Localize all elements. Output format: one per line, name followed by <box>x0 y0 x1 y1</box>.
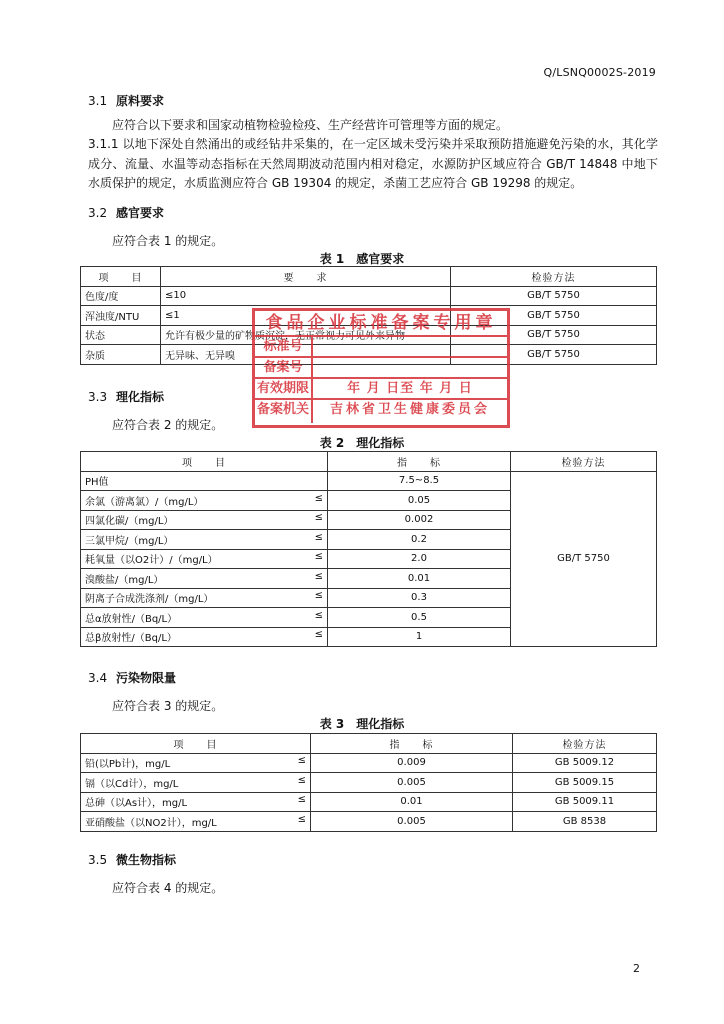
clause-3-1-1: 3.1.1 以地下深处自然涌出的或经钻井采集的，在一定区域未受污染并采取预防措施避免污染的水，其化学成分、流量、水温等动态指标在天然周期波动范围内相对稳定，水源防护区域应符合 GB/T 14848 中地下水质保护的规定，水质监测应符合 GB 19304 的规定，杀菌工艺应符合 GB 19298 的规定。 <box>88 137 658 190</box>
table-1-title: 表 1 感官要求 <box>319 252 405 266</box>
table-row: 三氯甲烷/（mg/L） ≤ 0.2 <box>81 530 657 550</box>
table-row: 四氯化碳/（mg/L） ≤ 0.002 <box>81 510 657 530</box>
section-3-3-heading: 3.3 理化指标 <box>88 390 165 404</box>
table-header: 检验方法 <box>513 734 657 754</box>
section-3-1-heading: 3.1 原料要求 <box>88 94 165 108</box>
table-row: 阴离子合成洗涤剂/（mg/L） ≤ 0.3 <box>81 588 657 608</box>
table-3-contaminants <box>80 733 657 832</box>
table-row: 铅(以Pb计)，mg/L ≤ 0.009 GB 5009.12 <box>81 753 657 773</box>
section-3-2-heading: 3.2 感官要求 <box>88 206 165 220</box>
table-row: 总砷（以As计），mg/L ≤ 0.01 GB 5009.11 <box>81 792 657 812</box>
stamp-row: 备案号 <box>255 358 507 379</box>
table-row: PH值 7.5~8.5 GB/T 5750 <box>81 471 657 491</box>
stamp-title: 食品企业标准备案专用章 <box>255 311 507 337</box>
table-row: 溴酸盐/（mg/L） ≤ 0.01 <box>81 569 657 589</box>
section-3-5-paragraph: 应符合表 4 的规定。 <box>112 881 224 895</box>
section-3-4-paragraph: 应符合表 3 的规定。 <box>112 699 224 713</box>
table-3-title: 表 3 理化指标 <box>319 717 405 731</box>
table-header: 项 目 <box>81 452 328 472</box>
table-row: 镉（以Cd计），mg/L ≤ 0.005 GB 5009.15 <box>81 773 657 793</box>
stamp-row: 有效期限 年 月 日至 年 月 日 <box>255 379 507 400</box>
table-header: 指 标 <box>311 734 513 754</box>
table-2-physicochemical <box>80 451 657 647</box>
table-row: 亚硝酸盐（以NO2计），mg/L ≤ 0.005 GB 8538 <box>81 812 657 832</box>
section-3-4-heading: 3.4 污染物限量 <box>88 671 177 685</box>
table-2-title: 表 2 理化指标 <box>319 436 405 450</box>
stamp-row: 标准号 <box>255 337 507 358</box>
table-row: 色度/度 ≤10 GB/T 5750 <box>81 286 657 306</box>
table-header: 项 目 <box>81 267 161 287</box>
page-number: 2 <box>633 962 640 975</box>
table-row: 浑浊度/NTU ≤1 GB/T 5750 <box>81 306 657 326</box>
document-code: Q/LSNQ0002S-2019 <box>543 66 656 79</box>
stamp-row: 备案机关 吉林省卫生健康委员会 <box>255 400 507 423</box>
table-header: 项 目 <box>81 734 311 754</box>
table-header: 检验方法 <box>511 452 657 472</box>
section-3-3-paragraph: 应符合表 2 的规定。 <box>112 418 224 432</box>
table-row: 杂质 无异味、无异嗅 GB/T 5750 <box>81 345 657 365</box>
table-header: 检验方法 <box>451 267 657 287</box>
table-row: 总α放射性/（Bq/L） ≤ 0.5 <box>81 608 657 628</box>
table-row: 耗氧量（以O2计）/（mg/L） ≤ 2.0 <box>81 549 657 569</box>
table-row: 总β放射性/（Bq/L） ≤ 1 <box>81 627 657 647</box>
section-3-1-paragraph: 应符合以下要求和国家动植物检验检疫、生产经营许可管理等方面的规定。 <box>112 118 509 132</box>
table-header: 指 标 <box>328 452 511 472</box>
table-row: 状态 允许有极少量的矿物质沉淀，无正常视力可见外来异物 GB/T 5750 <box>81 325 657 345</box>
table-row: 余氯（游离氯）/（mg/L） ≤ 0.05 <box>81 491 657 511</box>
method-cell: GB/T 5750 <box>511 471 657 647</box>
table-header: 要 求 <box>161 267 451 287</box>
section-3-2-paragraph: 应符合表 1 的规定。 <box>112 234 224 248</box>
filing-stamp <box>252 308 510 428</box>
section-3-5-heading: 3.5 微生物指标 <box>88 853 177 867</box>
